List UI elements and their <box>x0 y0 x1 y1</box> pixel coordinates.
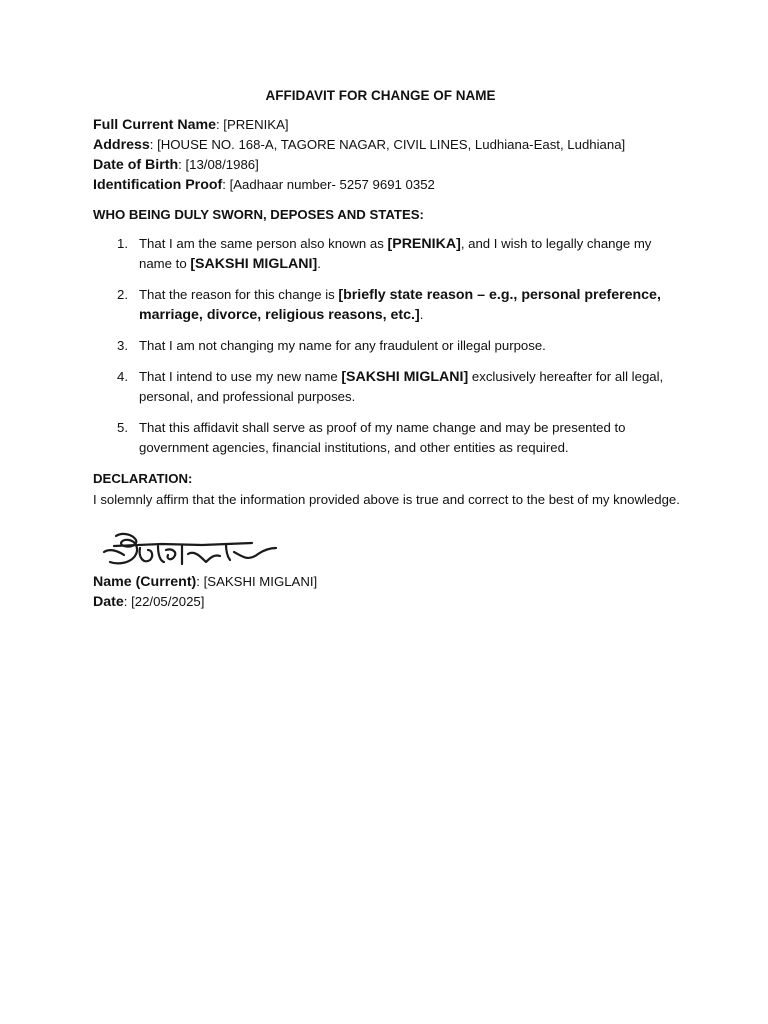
date-value: : [22/05/2025] <box>123 594 205 609</box>
current-name-field <box>93 572 683 592</box>
list-item <box>93 367 683 407</box>
dob-value: : [13/08/1986] <box>178 157 259 172</box>
current-name-label: Name (Current) <box>93 574 197 590</box>
statement-text: exclusively hereafter for all legal, personal, and professional purposes. <box>139 369 664 404</box>
date-label: Date <box>93 594 124 610</box>
item-number: 1. <box>117 236 128 251</box>
declaration-heading: DECLARATION: <box>93 471 193 486</box>
affidavit-document <box>93 86 683 612</box>
current-name-value: : [SAKSHI MIGLANI] <box>196 574 318 589</box>
list-item <box>93 418 683 458</box>
statement-text: That I am the same person also known as <box>139 236 388 251</box>
list-item <box>93 234 683 274</box>
item-number: 5. <box>117 420 128 435</box>
declaration-text: I solemnly affirm that the information provided above is true and correct to the best of my knowledge. <box>93 492 680 507</box>
signature-icon <box>102 526 282 572</box>
sworn-heading: WHO BEING DULY SWORN, DEPOSES AND STATES: <box>93 207 424 222</box>
address-label: Address <box>93 137 150 153</box>
address-value: : [HOUSE NO. 168-A, TAGORE NAGAR, CIVIL LINES, Ludhiana-East, Ludhiana] <box>149 137 626 152</box>
statement-text: That I intend to use my new name <box>139 369 342 384</box>
document-title: AFFIDAVIT FOR CHANGE OF NAME <box>265 88 496 103</box>
full-name-value: : [PRENIKA] <box>215 117 289 132</box>
full-name-field <box>93 115 683 135</box>
item-number: 3. <box>117 338 128 353</box>
statement-text: , and I wish to legally change my name to <box>139 236 652 271</box>
personal-details <box>93 115 683 195</box>
full-name-label: Full Current Name <box>93 117 216 133</box>
list-item <box>93 336 683 356</box>
reason-placeholder: [briefly state reason – e.g., personal preference, marriage, divorce, religious reasons, etc.] <box>139 287 661 323</box>
id-proof-value: : [Aadhaar number- 5257 9691 0352 <box>222 177 435 192</box>
date-field <box>93 592 683 612</box>
list-item <box>93 285 683 325</box>
statement-text: That the reason for this change is <box>139 287 339 302</box>
statement-text: That this affidavit shall serve as proof of my name change and may be presented to government agencies, financial institutions, and other entities as required. <box>139 420 626 455</box>
id-proof-label: Identification Proof <box>93 177 223 193</box>
item-number: 4. <box>117 369 128 384</box>
dob-label: Date of Birth <box>93 157 179 173</box>
id-proof-field <box>93 175 683 195</box>
statement-text: . <box>317 256 321 271</box>
new-name: [SAKSHI MIGLANI] <box>341 369 469 385</box>
statements-list <box>93 234 683 458</box>
former-name: [PRENIKA] <box>387 236 461 252</box>
new-name: [SAKSHI MIGLANI] <box>190 256 318 272</box>
item-number: 2. <box>117 287 128 302</box>
signatory-details <box>93 572 683 612</box>
address-field <box>93 135 683 155</box>
dob-field <box>93 155 683 175</box>
statement-text: That I am not changing my name for any fraudulent or illegal purpose. <box>139 338 546 353</box>
statement-text: . <box>419 307 424 322</box>
